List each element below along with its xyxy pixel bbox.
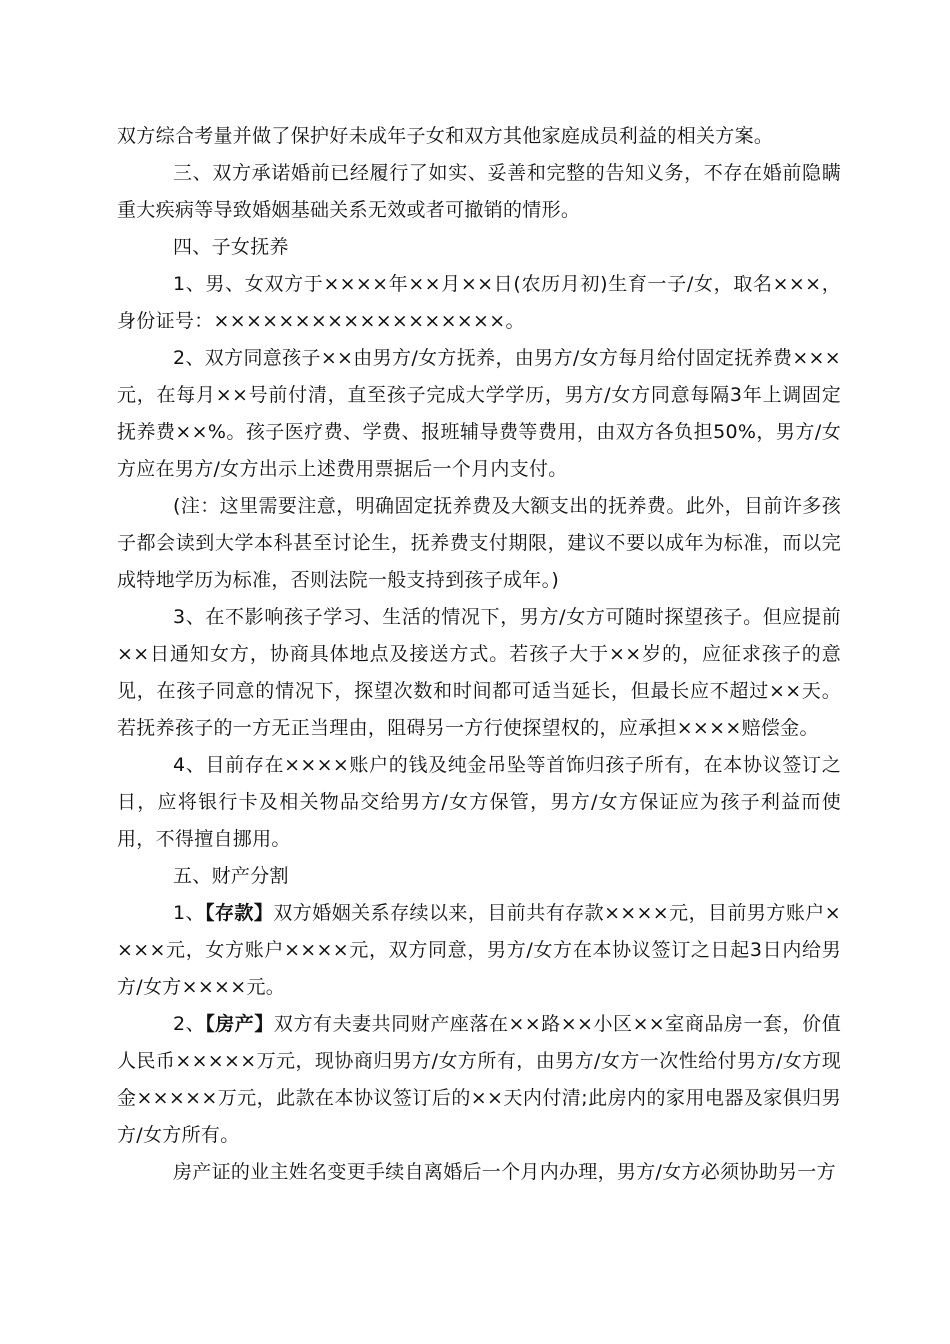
document-body [117, 118, 841, 1191]
paragraph-text: 三、双方承诺婚前已经履行了如实、妥善和完整的告知义务，不存在婚前隐瞒重大疾病等导致婚姻基础关系无效或者可撤销的情形。 [117, 162, 841, 221]
paragraph-text: 4、目前存在××××账户的钱及纯金吊坠等首饰归孩子所有，在本协议签订之日，应将银行卡及相关物品交给男方/女方保管，男方/女方保证应为孩子利益而使用，不得擅自挪用。 [117, 754, 841, 850]
paragraph-text: 四、子女抚养 [173, 236, 289, 258]
paragraph-text: 2、 [173, 1013, 206, 1035]
paragraph-p9 [117, 858, 841, 895]
paragraph-p7 [117, 599, 841, 747]
paragraph-p8 [117, 747, 841, 858]
paragraph-text: 3、在不影响孩子学习、生活的情况下，男方/女方可随时探望孩子。但应提前××日通知女方，协商具体地点及接送方式。若孩子大于××岁的，应征求孩子的意见，在孩子同意的情况下，探望次数和时间都可适当延长，但最长应不超过××天。若抚养孩子的一方无正当理由，阻碍另一方行使探望权的，应承担××××赔偿金。 [117, 606, 841, 739]
paragraph-p2 [117, 155, 841, 229]
paragraph-p10 [117, 895, 841, 1006]
paragraph-p11 [117, 1006, 841, 1154]
paragraph-p4 [117, 266, 841, 340]
paragraph-text: 1、 [173, 902, 205, 924]
paragraph-p6 [117, 488, 841, 599]
paragraph-text: 2、双方同意孩子××由男方/女方抚养，由男方/女方每月给付固定抚养费×××元，在每月××号前付清，直至孩子完成大学学历，男方/女方同意每隔3年上调固定抚养费××%。孩子医疗费、学费、报班辅导费等费用，由双方各负担50%，男方/女方应在男方/女方出示上述费用票据后一个月内支付。 [117, 347, 841, 480]
paragraph-p1 [117, 118, 841, 155]
paragraph-text: 房产证的业主姓名变更手续自离婚后一个月内办理，男方/女方必须协助另一方 [173, 1161, 836, 1183]
bold-heading-text: 【房产】 [205, 1013, 274, 1035]
paragraph-p5 [117, 340, 841, 488]
paragraph-text: 双方婚姻关系存续以来，目前共有存款××××元，目前男方账户××××元，女方账户××××元，双方同意，男方/女方在本协议签订之日起3日内给男方/女方××××元。 [117, 902, 841, 998]
paragraph-text: 双方综合考量并做了保护好未成年子女和双方其他家庭成员利益的相关方案。 [117, 125, 774, 147]
paragraph-p12 [117, 1154, 841, 1191]
paragraph-text: (注：这里需要注意，明确固定抚养费及大额支出的抚养费。此外，目前许多孩子都会读到大学本科甚至讨论生，抚养费支付期限，建议不要以成年为标准，而以完成特地学历为标准，否则法院一般支持到孩子成年。) [117, 495, 841, 591]
paragraph-text: 双方有夫妻共同财产座落在××路××小区××室商品房一套，价值人民币×××××万元，现协商归男方/女方所有，由男方/女方一次性给付男方/女方现金×××××万元，此款在本协议签订后的××天内付清;此房内的家用电器及家俱归男方/女方所有。 [117, 1013, 841, 1146]
paragraph-text: 五、财产分割 [173, 865, 289, 887]
paragraph-text: 1、男、女双方于××××年××月××日(农历月初)生育一子/女，取名×××，身份证号：××××××××××××××××××。 [117, 273, 841, 332]
paragraph-p3 [117, 229, 841, 266]
bold-heading-text: 【存款】 [205, 902, 274, 924]
